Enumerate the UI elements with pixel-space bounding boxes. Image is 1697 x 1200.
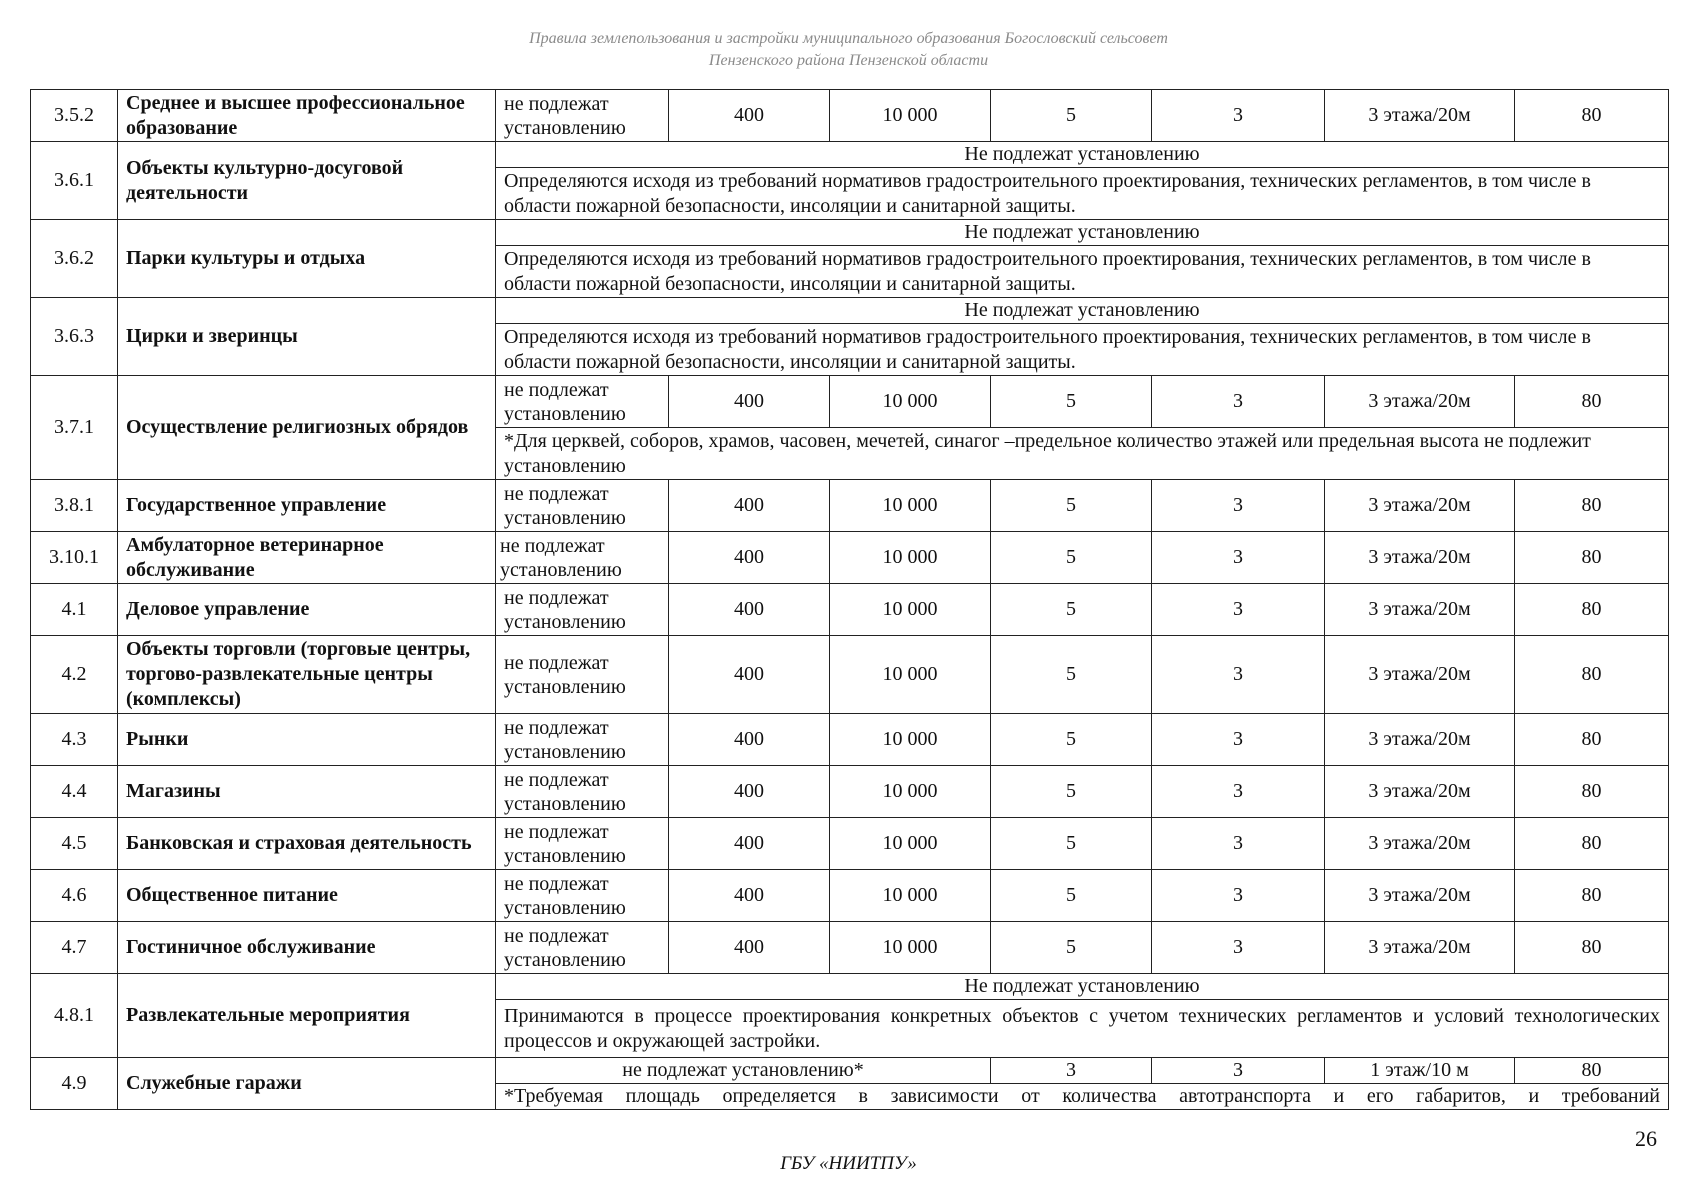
cell-floors: 3 этажа/20м [1325, 922, 1515, 974]
cell-max-area: 10 000 [830, 90, 991, 142]
cell-min-area: 400 [669, 584, 830, 636]
cell-description: Принимаются в процессе проектирования конкретных объектов с учетом технических регламентов и условий технологических процессов и окружающей застройки. [496, 1000, 1669, 1058]
cell-min-area: 400 [669, 532, 830, 584]
row-code: 4.9 [31, 1058, 118, 1110]
row-name: Цирки и зверинцы [118, 298, 496, 376]
row-name: Парки культуры и отдыха [118, 220, 496, 298]
row-code: 4.5 [31, 818, 118, 870]
row-code: 3.5.2 [31, 90, 118, 142]
cell-not-established: не подлежат установлению [496, 90, 669, 142]
cell-floors: 3 этажа/20м [1325, 480, 1515, 532]
cell-not-established: Не подлежат установлению [496, 298, 1669, 324]
cell-floors: 3 этажа/20м [1325, 766, 1515, 818]
cell-value: 5 [991, 480, 1152, 532]
row-name: Объекты культурно-досуговой деятельности [118, 142, 496, 220]
cell-not-established: не подлежат установлению [496, 870, 669, 922]
cell-value: 5 [991, 766, 1152, 818]
table-row [31, 142, 1669, 168]
row-code: 3.6.2 [31, 220, 118, 298]
row-name: Деловое управление [118, 584, 496, 636]
cell-max-area: 10 000 [830, 532, 991, 584]
cell-not-established: не подлежат установлению [496, 818, 669, 870]
row-code: 4.7 [31, 922, 118, 974]
cell-percent: 80 [1515, 636, 1669, 714]
row-code: 3.6.1 [31, 142, 118, 220]
cell-percent: 80 [1515, 870, 1669, 922]
cell-value: 5 [991, 870, 1152, 922]
cell-value: 3 [1152, 870, 1325, 922]
row-code: 4.3 [31, 714, 118, 766]
row-code: 4.8.1 [31, 974, 118, 1058]
table-row [31, 818, 1669, 870]
cell-value: 3 [991, 1058, 1152, 1084]
cell-not-established: не подлежат установлению [496, 714, 669, 766]
cell-min-area: 400 [669, 766, 830, 818]
row-name: Амбулаторное ветеринарное обслуживание [118, 532, 496, 584]
cell-floors: 3 этажа/20м [1325, 714, 1515, 766]
cell-note: *Требуемая площадь определяется в зависимости от количества автотранспорта и его габаритов, и требований [496, 1084, 1669, 1110]
cell-not-established: не подлежат установлению [496, 766, 669, 818]
table-row [31, 532, 1669, 584]
cell-min-area: 400 [669, 90, 830, 142]
cell-not-established: не подлежат установлению [496, 480, 669, 532]
table-row [31, 480, 1669, 532]
cell-percent: 80 [1515, 532, 1669, 584]
cell-floors: 3 этажа/20м [1325, 870, 1515, 922]
cell-not-established: не подлежат установлению [496, 922, 669, 974]
cell-percent: 80 [1515, 818, 1669, 870]
table-row [31, 376, 1669, 428]
cell-description: Определяются исходя из требований нормативов градостроительного проектирования, технических регламентов, в том числе в области пожарной безопасности, инсоляции и санитарной защиты. [496, 246, 1669, 298]
row-code: 3.6.3 [31, 298, 118, 376]
table-row [31, 974, 1669, 1000]
cell-description: Определяются исходя из требований нормативов градостроительного проектирования, технических регламентов, в том числе в области пожарной безопасности, инсоляции и санитарной защиты. [496, 324, 1669, 376]
cell-not-established: Не подлежат установлению [496, 220, 1669, 246]
cell-percent: 80 [1515, 584, 1669, 636]
cell-max-area: 10 000 [830, 636, 991, 714]
running-header [0, 28, 1697, 72]
cell-max-area: 10 000 [830, 766, 991, 818]
cell-note: *Для церквей, соборов, храмов, часовен, мечетей, синагог –предельное количество этажей или предельная высота не подлежит установлению [496, 428, 1669, 480]
cell-value: 5 [991, 714, 1152, 766]
cell-max-area: 10 000 [830, 870, 991, 922]
row-code: 3.8.1 [31, 480, 118, 532]
cell-not-established: Не подлежат установлению [496, 974, 1669, 1000]
cell-value: 3 [1152, 480, 1325, 532]
cell-floors: 3 этажа/20м [1325, 532, 1515, 584]
cell-floors: 3 этажа/20м [1325, 636, 1515, 714]
row-name: Объекты торговли (торговые центры, торгово-развлекательные центры (комплексы) [118, 636, 496, 714]
row-code: 3.10.1 [31, 532, 118, 584]
cell-percent: 80 [1515, 922, 1669, 974]
cell-percent: 80 [1515, 766, 1669, 818]
cell-value: 3 [1152, 584, 1325, 636]
cell-floors: 1 этаж/10 м [1325, 1058, 1515, 1084]
row-code: 4.4 [31, 766, 118, 818]
cell-value: 3 [1152, 766, 1325, 818]
cell-not-established: не подлежат установлению* [496, 1058, 991, 1084]
cell-not-established: не подлежат установлению [496, 584, 669, 636]
row-name: Магазины [118, 766, 496, 818]
cell-value: 3 [1152, 636, 1325, 714]
row-name: Развлекательные мероприятия [118, 974, 496, 1058]
regulations-table [30, 89, 1669, 1110]
row-code: 3.7.1 [31, 376, 118, 480]
cell-value: 5 [991, 532, 1152, 584]
cell-floors: 3 этажа/20м [1325, 90, 1515, 142]
cell-floors: 3 этажа/20м [1325, 584, 1515, 636]
cell-min-area: 400 [669, 636, 830, 714]
header-line-2: Пензенского района Пензенской области [708, 52, 989, 69]
cell-floors: 3 этажа/20м [1325, 818, 1515, 870]
cell-value: 5 [991, 584, 1152, 636]
table-row [31, 220, 1669, 246]
cell-value: 5 [991, 376, 1152, 428]
cell-value: 3 [1152, 922, 1325, 974]
cell-not-established: не подлежат установлению [496, 532, 669, 584]
table-row [31, 298, 1669, 324]
cell-value: 3 [1152, 714, 1325, 766]
page-number: 26 [1635, 1126, 1657, 1151]
row-name: Рынки [118, 714, 496, 766]
cell-not-established: не подлежат установлению [496, 636, 669, 714]
table-row [31, 766, 1669, 818]
cell-percent: 80 [1515, 90, 1669, 142]
row-name: Среднее и высшее профессиональное образование [118, 90, 496, 142]
cell-min-area: 400 [669, 480, 830, 532]
table-row [31, 90, 1669, 142]
cell-max-area: 10 000 [830, 818, 991, 870]
cell-not-established: Не подлежат установлению [496, 142, 1669, 168]
cell-value: 3 [1152, 818, 1325, 870]
cell-max-area: 10 000 [830, 714, 991, 766]
cell-percent: 80 [1515, 480, 1669, 532]
cell-floors: 3 этажа/20м [1325, 376, 1515, 428]
cell-value: 3 [1152, 90, 1325, 142]
cell-not-established: не подлежат установлению [496, 376, 669, 428]
row-name: Служебные гаражи [118, 1058, 496, 1110]
header-line-1: Правила землепользования и застройки муниципального образования Богословский сельсовет [529, 30, 1168, 47]
row-name: Осуществление религиозных обрядов [118, 376, 496, 480]
table-row [31, 584, 1669, 636]
cell-min-area: 400 [669, 922, 830, 974]
footer-org: ГБУ «НИИТПУ» [780, 1153, 917, 1174]
row-code: 4.2 [31, 636, 118, 714]
cell-min-area: 400 [669, 870, 830, 922]
cell-percent: 80 [1515, 376, 1669, 428]
table-row [31, 870, 1669, 922]
cell-percent: 80 [1515, 1058, 1669, 1084]
row-code: 4.6 [31, 870, 118, 922]
cell-min-area: 400 [669, 714, 830, 766]
table-row [31, 636, 1669, 714]
table-row [31, 1058, 1669, 1084]
cell-value: 3 [1152, 1058, 1325, 1084]
row-name: Государственное управление [118, 480, 496, 532]
cell-max-area: 10 000 [830, 376, 991, 428]
table-row [31, 922, 1669, 974]
cell-min-area: 400 [669, 376, 830, 428]
cell-max-area: 10 000 [830, 584, 991, 636]
cell-description: Определяются исходя из требований нормативов градостроительного проектирования, технических регламентов, в том числе в области пожарной безопасности, инсоляции и санитарной защиты. [496, 168, 1669, 220]
cell-value: 5 [991, 922, 1152, 974]
cell-value: 5 [991, 818, 1152, 870]
cell-min-area: 400 [669, 818, 830, 870]
row-name: Общественное питание [118, 870, 496, 922]
cell-max-area: 10 000 [830, 922, 991, 974]
cell-value: 3 [1152, 376, 1325, 428]
row-name: Банковская и страховая деятельность [118, 818, 496, 870]
cell-max-area: 10 000 [830, 480, 991, 532]
cell-value: 5 [991, 90, 1152, 142]
cell-value: 3 [1152, 532, 1325, 584]
cell-percent: 80 [1515, 714, 1669, 766]
row-name: Гостиничное обслуживание [118, 922, 496, 974]
row-code: 4.1 [31, 584, 118, 636]
table-row [31, 714, 1669, 766]
cell-value: 5 [991, 636, 1152, 714]
